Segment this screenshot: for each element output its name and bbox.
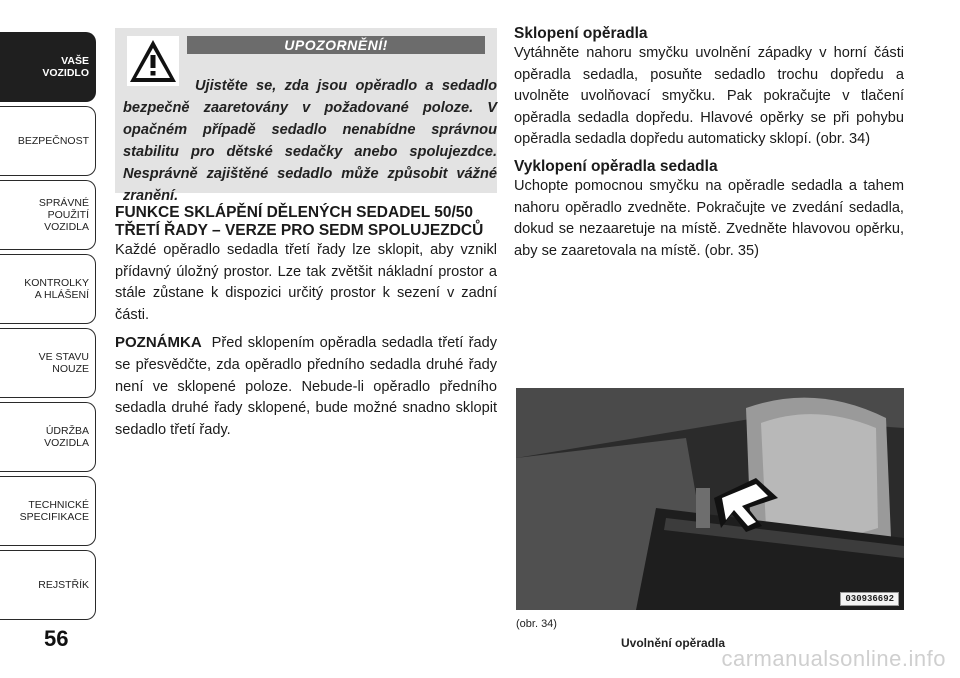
right-column bbox=[514, 24, 904, 262]
tab-vase-vozidlo[interactable]: VAŠE VOZIDLO bbox=[0, 32, 96, 102]
left-column bbox=[115, 204, 497, 441]
seat-release-photo bbox=[516, 388, 904, 610]
fold-paragraph: Vytáhněte nahoru smyčku uvolnění západky v horní části opěradla sedadla, posuňte sedadlo trochu dopředu a uvolněte uvolňovací smyčku. Pak pokračujte v tlačení opěradla sedadla dopředu. Hlavové opěrky se při pohybu opěradla sedadla dopředu automaticky sklopí. (obr. 34) bbox=[514, 45, 904, 148]
tab-rejstrik[interactable]: REJSTŘÍK bbox=[0, 550, 96, 620]
tab-ve-stavu-nouze[interactable]: VE STAVU NOUZE bbox=[0, 328, 96, 398]
note-paragraph bbox=[115, 332, 497, 441]
tab-bezpecnost[interactable]: BEZPEČNOST bbox=[0, 106, 96, 176]
subsection-title-fold: Sklopení opěradla bbox=[514, 25, 648, 42]
note-text: Před sklopením opěradla sedadla třetí řady se přesvědčte, zda opěradlo předního sedadla druhé řady není ve sklopené poloze. Nebude-li opěradlo předního sedadla druhé řady sklopené, bude možné snadno sklopit sedadlo třetí řady. bbox=[115, 335, 497, 438]
page-number: 56 bbox=[44, 626, 69, 651]
seat-illustration bbox=[516, 388, 904, 610]
tab-kontrolky[interactable]: KONTROLKY A HLÁŠENÍ bbox=[0, 254, 96, 324]
warning-title: UPOZORNĚNÍ! bbox=[187, 36, 485, 54]
tab-technicke-specifikace[interactable]: TECHNICKÉ SPECIFIKACE bbox=[0, 476, 96, 546]
figure-code: 030936692 bbox=[840, 592, 899, 606]
chapter-sidebar bbox=[0, 0, 100, 620]
warning-box bbox=[115, 28, 497, 204]
note-label: POZNÁMKA bbox=[115, 334, 202, 352]
section-title: FUNKCE SKLÁPĚNÍ DĚLENÝCH SEDADEL 50/50 TŘETÍ ŘADY – VERZE PRO SEDM SPOLUJEZDCŮ bbox=[115, 204, 484, 239]
subsection-title-unfold: Vyklopení opěradla sedadla bbox=[514, 157, 718, 175]
tab-spravne-pouziti[interactable]: SPRÁVNÉ POUŽITÍ VOZIDLA bbox=[0, 180, 96, 250]
watermark: carmanualsonline.info bbox=[721, 646, 946, 671]
figure-title: Uvolnění opěradla bbox=[621, 636, 726, 650]
figure-caption: (obr. 34) bbox=[516, 618, 557, 630]
tab-udrzba[interactable]: ÚDRŽBA VOZIDLA bbox=[0, 402, 96, 472]
unfold-paragraph: Uchopte pomocnou smyčku na opěradle sedadla a tahem nahoru opěradlo zvedněte. Pokračujte ve zvedání sedadla, dokud se nezaaretuje na místě. Zvedněte hlavovou opěrku, aby se zaaretovala na místě. (obr. 35) bbox=[514, 177, 904, 259]
warning-text: Ujistěte se, zda jsou opěradlo a sedadlo bezpečně zaaretovány v požadované poloze. V opačném případě sedadlo nenabídne správnou stabilitu pro dětské sedačky anebo spolujezdce. Nesprávně zajištěné sedadlo může způsobit vážné zranění. bbox=[123, 77, 497, 204]
intro-paragraph: Každé opěradlo sedadla třetí řady lze sklopit, aby vznikl přídavný úložný prostor. Lze tak zvětšit nákladní prostor a stále zůstane k dispozici určitý prostor k sezení v zadní části. bbox=[115, 242, 497, 323]
